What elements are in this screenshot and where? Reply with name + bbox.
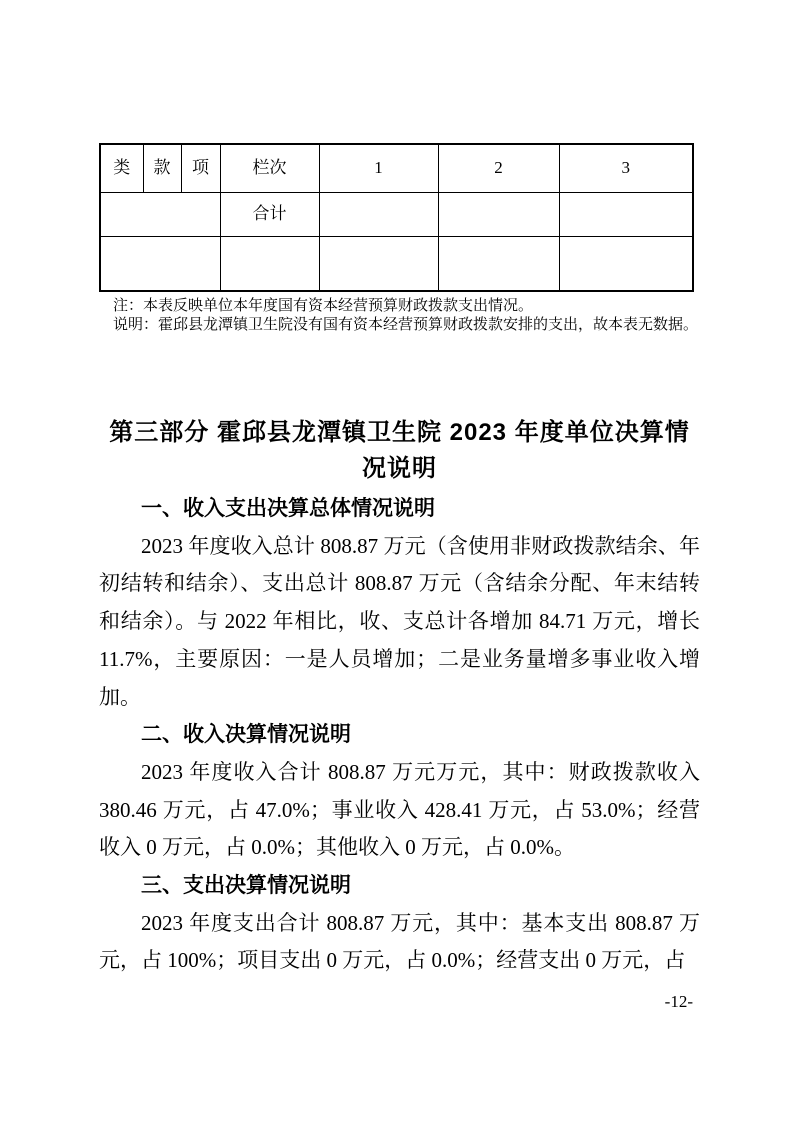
table-cell-value (559, 236, 693, 291)
table-header-row (100, 144, 693, 192)
section-heading-income-expenditure-overview: 一、收入支出决算总体情况说明 (141, 497, 435, 520)
table-header-cell-lanci: 栏次 (220, 144, 319, 192)
page-number: -12- (664, 992, 693, 1011)
table-notes (99, 297, 700, 335)
section-heading-expenditure-details: 三、支出决算情况说明 (141, 874, 351, 898)
table-row-empty (100, 236, 693, 291)
table-cell-value (559, 192, 693, 236)
table-cell-group (100, 192, 220, 236)
table-header-cell-3: 3 (559, 144, 693, 192)
table-cell-value (438, 236, 559, 291)
section-body-expenditure-details: 2023 年度支出合计 808.87 万元，其中：基本支出 808.87 万元，占 100%；项目支出 0 万元，占 0.0%；经营支出 0 万元，占 (99, 910, 700, 973)
table-cell-group (100, 236, 220, 291)
table-cell-value (438, 192, 559, 236)
table-explanation: 说明：霍邱县龙潭镇卫生院没有国有资本经营预算财政拨款安排的支出，故本表无数据。 (113, 317, 699, 333)
table-header-cell-xiang: 项 (181, 144, 220, 192)
sections (99, 490, 700, 980)
table-note: 注：本表反映单位本年度国有资本经营预算财政拨款支出情况。 (113, 298, 534, 314)
table-cell-value (319, 192, 438, 236)
section-heading-income-details: 二、收入决算情况说明 (141, 723, 351, 747)
section-body-income-expenditure-overview: 2023 年度收入总计 808.87 万元（含使用非财政拨款结余、年初结转和结余）、支出总计 808.87 万元（含结余分配、年末结转和结余）。与 2022 年相比，收、支总计各增加 84.71 万元，增长 11.7%，主要原因：一是人员增加；二是业务量增多事业收入增加。 (99, 533, 700, 709)
page-content (99, 143, 700, 980)
table-header-cell-2: 2 (438, 144, 559, 192)
table-row-total (100, 192, 693, 236)
state-capital-budget-table (99, 143, 694, 292)
section-body-income-details: 2023 年度收入合计 808.87 万元万元，其中：财政拨款收入 380.46 万元，占 47.0%；事业收入 428.41 万元，占 53.0%；经营收入 0 万元，占 0.0%；其他收入 0 万元，占 0.0%。 (99, 759, 700, 860)
table-cell-label (220, 236, 319, 291)
table-cell-value (319, 236, 438, 291)
table-cell-total-label: 合计 (220, 192, 319, 236)
part3-title: 第三部分 霍邱县龙潭镇卫生院 2023 年度单位决算情况说明 (109, 419, 690, 482)
table-header-cell-kuan: 款 (143, 144, 181, 192)
table-header-cell-1: 1 (319, 144, 438, 192)
table-header-cell-lei: 类 (100, 144, 143, 192)
